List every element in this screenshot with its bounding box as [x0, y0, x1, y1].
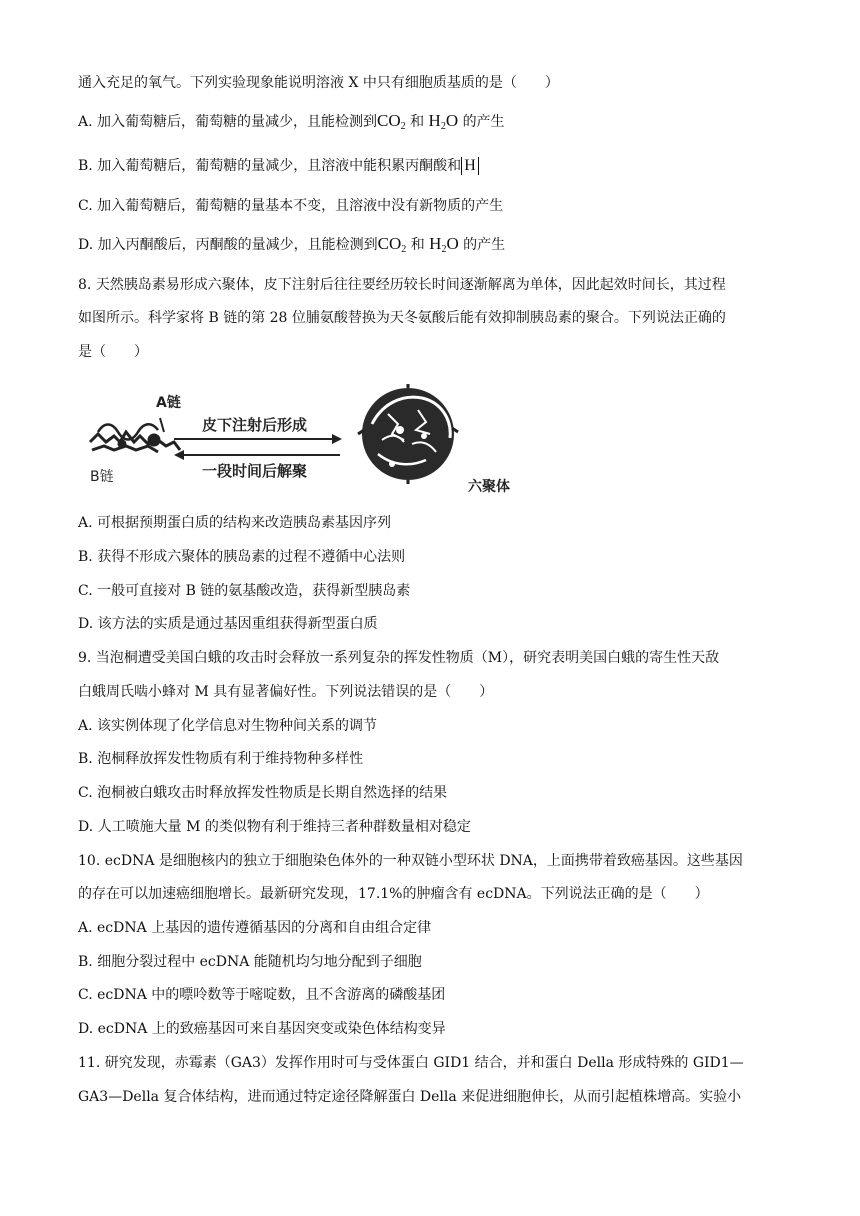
- forward-arrow: [174, 434, 342, 444]
- a-chain-label: A链: [156, 395, 181, 411]
- q8-stem-line2: 如图所示。科学家将 B 链的第 28 位脯氨酸替换为天冬氨酸后能有效抑制胰岛素的聚合。下列说法正确的: [78, 310, 726, 326]
- q10-stem-line2: 的存在可以加速癌细胞增长。最新研究发现，17.1%的肿瘤含有 ecDNA。下列说法正确的是（ ）: [78, 886, 709, 902]
- q7-option-d: [78, 234, 784, 260]
- co2-formula: $CO_2$: [377, 234, 407, 255]
- monomer-structure-image: [90, 418, 180, 452]
- q9-option-d: D. 人工喷施大量 M 的类似物有利于维持三者种群数量相对稳定: [78, 819, 471, 835]
- q10-option-b: B. 细胞分裂过程中 ecDNA 能随机均匀地分配到子细胞: [78, 954, 422, 970]
- q9-stem-line2: 白蛾周氏啮小蜂对 M 具有显著偏好性。下列说法错误的是（ ）: [78, 684, 494, 700]
- q10-option-a: A. ecDNA 上基因的遗传遵循基因的分离和自由组合定律: [78, 920, 432, 936]
- q7-option-a: [78, 111, 784, 137]
- backward-arrow-label: 一段时间后解聚: [202, 462, 308, 480]
- option-text: B. 加入葡萄糖后，葡萄糖的量减少，且溶液中能积累丙酮酸和: [78, 158, 462, 174]
- option-text-end: 的产生: [463, 237, 506, 253]
- q8-stem-line1: 8. 天然胰岛素易形成六聚体，皮下注射后往往要经历较长时间逐渐解离为单体，因此起效时间长，其过程: [78, 277, 726, 293]
- q9-option-b: B. 泡桐释放挥发性物质有利于维持物种多样性: [78, 751, 364, 767]
- q10-option-c: C. ecDNA 中的嘌呤数等于嘧啶数，且不含游离的磷酸基团: [78, 987, 446, 1003]
- q7-option-b: [78, 156, 784, 176]
- q8-option-a: A. 可根据预期蛋白质的结构来改造胰岛素基因序列: [78, 515, 392, 531]
- hexamer-label: 六聚体: [468, 479, 510, 495]
- q8-option-d: D. 该方法的实质是通过基因重组获得新型蛋白质: [78, 616, 378, 632]
- q8-option-c: C. 一般可直接对 B 链的氨基酸改造，获得新型胰岛素: [78, 583, 411, 599]
- q9-option-c: C. 泡桐被白蛾攻击时释放挥发性物质是长期自然选择的结果: [78, 785, 448, 801]
- and-text: 和: [410, 114, 425, 130]
- and-text: 和: [410, 237, 425, 253]
- option-text: A. 加入葡萄糖后，葡萄糖的量减少，且能检测到: [78, 114, 378, 130]
- q11-stem-line2: GA3—Della 复合体结构，进而通过特定途径降解蛋白 Della 来促进细胞伸长，从而引起植株增高。实验小: [78, 1089, 742, 1105]
- forward-arrow-label: 皮下注射后形成: [202, 416, 308, 434]
- q8-option-b: B. 获得不形成六聚体的胰岛素的过程不遵循中心法则: [78, 549, 406, 565]
- q7-option-c: C. 加入葡萄糖后，葡萄糖的量基本不变，且溶液中没有新物质的产生: [78, 198, 504, 214]
- q7-stem-tail: 通入充足的氧气。下列实验现象能说明溶液 X 中只有细胞质基质的是（ ）: [78, 75, 559, 91]
- hexamer-structure-image: [358, 384, 458, 484]
- q9-option-a: A. 该实例体现了化学信息对生物种间关系的调节: [78, 718, 378, 734]
- q8-stem-line3: 是（ ）: [78, 344, 148, 360]
- co2-formula: $CO_2$: [377, 111, 406, 132]
- q11-stem-line1: 11. 研究发现，赤霉素（GA3）发挥作用时可与受体蛋白 GID1 结合，并和蛋白 Della 形成特殊的 GID1—: [78, 1055, 744, 1071]
- h2o-formula: $H_2O$: [428, 111, 459, 132]
- option-text-end: 的产生: [462, 114, 505, 130]
- h2o-formula: $H_2O$: [429, 234, 459, 255]
- hydrogen-bracket: H: [461, 157, 479, 175]
- b-chain-label: B链: [90, 469, 114, 485]
- q9-stem-line1: 9. 当泡桐遭受美国白蛾的攻击时会释放一系列复杂的挥发性物质（M），研究表明美国白蛾的寄生性天敌: [78, 650, 720, 666]
- q10-stem-line1: 10. ecDNA 是细胞核内的独立于细胞染色体外的一种双链小型环状 DNA，上面携带着致癌基因。这些基因: [78, 853, 743, 869]
- backward-arrow: [174, 450, 340, 460]
- insulin-figure: [82, 384, 532, 496]
- option-text: D. 加入丙酮酸后，丙酮酸的量减少，且能检测到: [78, 237, 378, 253]
- q10-option-d: D. ecDNA 上的致癌基因可来自基因突变或染色体结构变异: [78, 1021, 446, 1037]
